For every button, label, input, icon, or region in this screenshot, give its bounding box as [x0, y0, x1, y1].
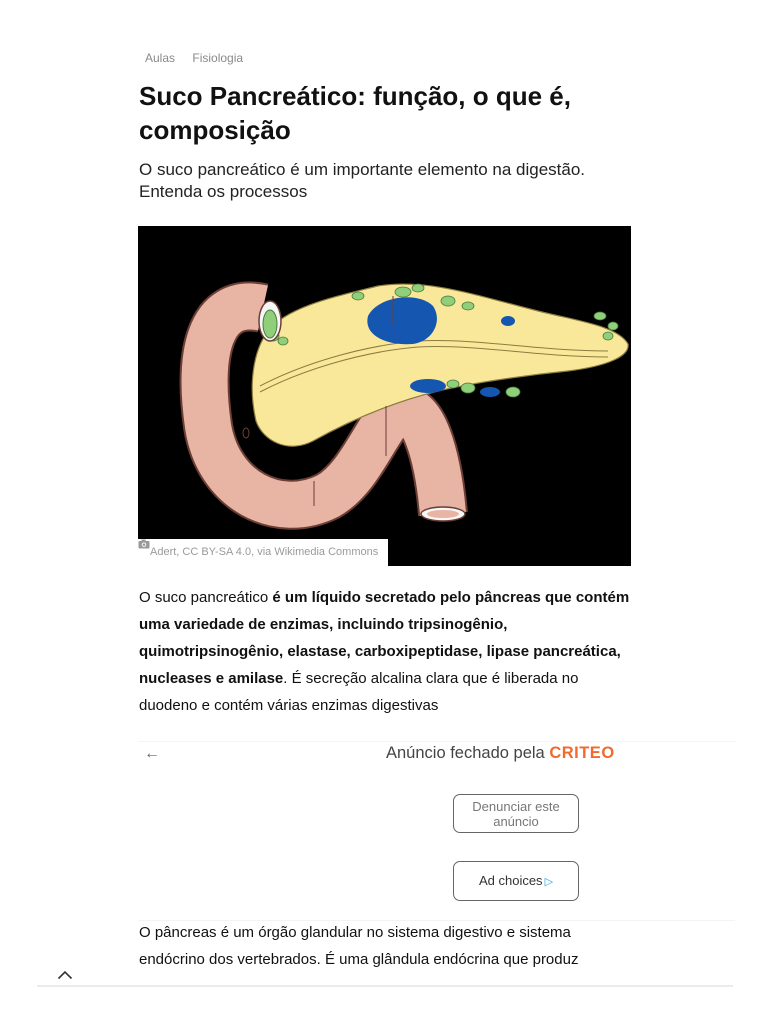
- ad-closed-label: [386, 744, 615, 763]
- para-lead: O suco pancreático: [139, 589, 273, 606]
- article-paragraph: [139, 584, 634, 719]
- ad-closed-text: Anúncio fechado pela: [386, 744, 545, 762]
- chevron-up-icon: [57, 970, 73, 980]
- report-ad-button[interactable]: Denunciar este anúncio: [453, 794, 579, 833]
- para-tail: . É secreção alcalina clara que é liberada no duodeno e contém várias enzimas digestivas: [139, 670, 579, 714]
- criteo-logo: CRITEO: [549, 744, 615, 762]
- article-image: [138, 226, 631, 566]
- ad-choices-button[interactable]: [453, 861, 579, 901]
- article-paragraph-2: O pâncreas é um órgão glandular no sistema digestivo e sistema endócrino dos vertebrados. É uma glândula endócrina que produz: [139, 924, 579, 968]
- page-title: Suco Pancreático: função, o que é, composição: [139, 81, 571, 145]
- pancreas-illustration: [138, 226, 631, 566]
- ad-closed-panel: [138, 741, 735, 921]
- page-subtitle: O suco pancreático é um importante elemento na digestão. Entenda os processos: [139, 160, 586, 201]
- back-arrow-icon[interactable]: ←: [144, 745, 160, 762]
- scroll-to-top-button[interactable]: [52, 964, 78, 986]
- image-credit-text: Adert, CC BY-SA 4.0, via Wikimedia Commons: [150, 546, 379, 558]
- ad-choices-icon: ▷: [544, 876, 554, 888]
- bottom-bar-divider: [37, 985, 733, 987]
- breadcrumb-item-aulas[interactable]: Aulas: [145, 51, 176, 65]
- para-bold: é um líquido secretado pelo pâncreas que contém uma variedade de enzimas, incluindo tripsinogênio, quimotripsinogênio, elastase, carboxipeptidase, lipase pancreática, nucleases e amilase: [139, 589, 630, 687]
- ad-choices-label: Ad choices: [478, 873, 543, 888]
- image-credit: [138, 539, 388, 566]
- breadcrumb: [145, 51, 257, 65]
- breadcrumb-item-fisiologia[interactable]: Fisiologia: [192, 51, 244, 65]
